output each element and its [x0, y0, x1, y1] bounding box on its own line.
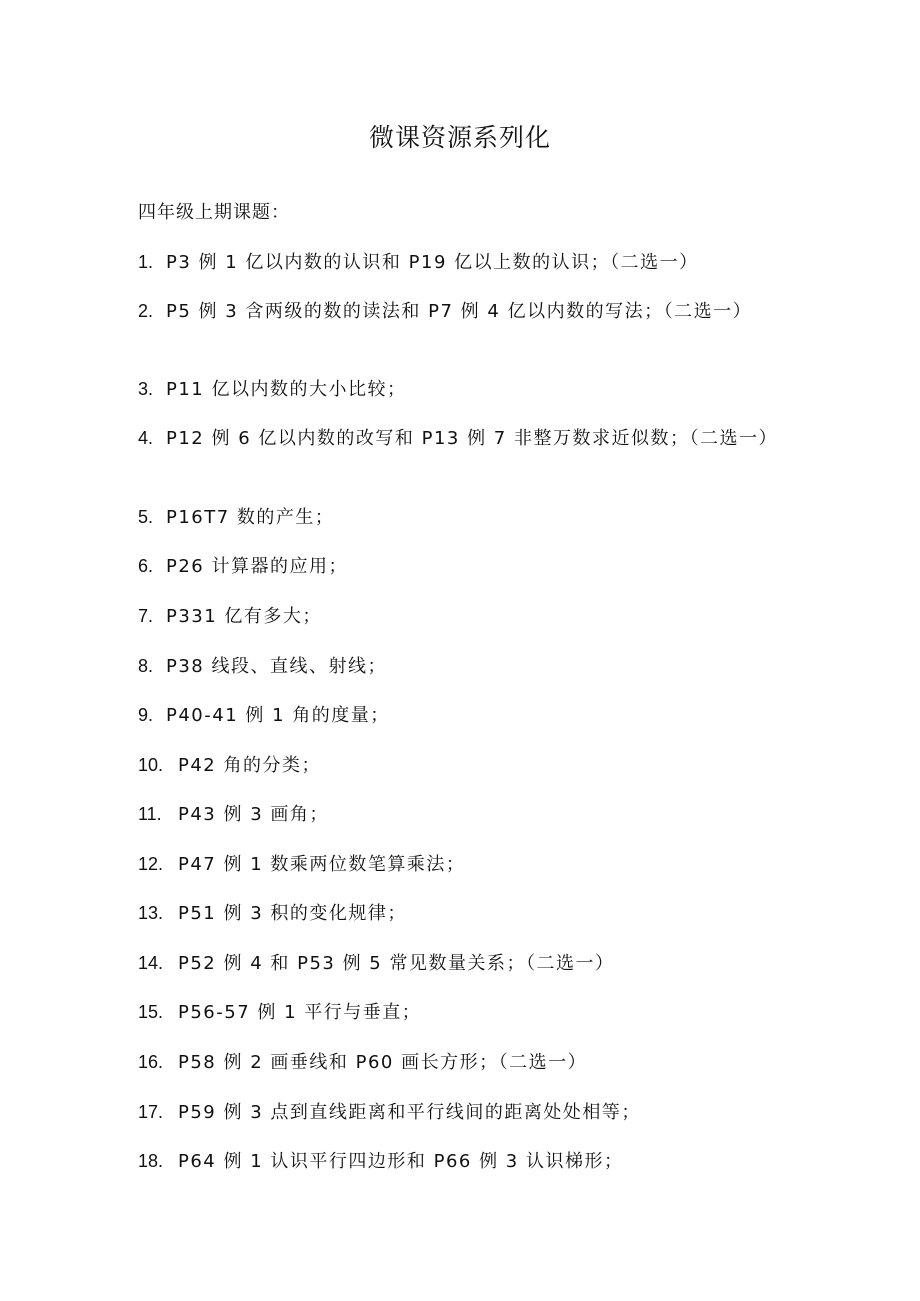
- item-number: 1.: [138, 252, 154, 272]
- item-text: P12 例 6 亿以内数的改写和 P13 例 7 非整万数求近似数；（二选一）: [166, 428, 778, 449]
- list-item: [138, 297, 778, 326]
- item-text: P47 例 1 数乘两位数笔算乘法；: [178, 854, 466, 875]
- item-text: P52 例 4 和 P53 例 5 常见数量关系；（二选一）: [178, 953, 615, 974]
- item-text: P58 例 2 画垂线和 P60 画长方形；（二选一）: [178, 1052, 588, 1073]
- list-item: [138, 800, 778, 829]
- list-item: [138, 552, 778, 581]
- item-number: 7.: [138, 606, 154, 626]
- item-number: 16.: [138, 1052, 164, 1072]
- list-item: [138, 602, 778, 631]
- item-number: 11.: [138, 804, 162, 824]
- list-item: [138, 375, 778, 404]
- item-text: P43 例 3 画角；: [178, 804, 329, 825]
- list-item: [138, 652, 778, 681]
- page-title: 微课资源系列化: [368, 123, 551, 152]
- item-number: 2.: [138, 301, 154, 321]
- item-text: P5 例 3 含两级的数的读法和 P7 例 4 亿以内数的写法；（二选一）: [166, 301, 753, 322]
- item-number: 14.: [138, 953, 164, 973]
- item-text: P3 例 1 亿以内数的认识和 P19 亿以上数的认识；（二选一）: [166, 252, 699, 273]
- list-item: [138, 248, 778, 277]
- item-number: 15.: [138, 1002, 164, 1022]
- item-number: 10.: [138, 755, 164, 775]
- item-text: P38 线段、直线、射线；: [166, 656, 387, 677]
- item-number: 3.: [138, 379, 154, 399]
- list-item: [138, 424, 778, 453]
- list-item: [138, 1048, 778, 1077]
- item-text: P40-41 例 1 角的度量；: [166, 705, 390, 726]
- item-number: 12.: [138, 854, 164, 874]
- item-text: P56-57 例 1 平行与垂直；: [178, 1002, 422, 1023]
- item-number: 13.: [138, 903, 164, 923]
- item-number: 4.: [138, 428, 154, 448]
- item-text: P26 计算器的应用；: [166, 556, 348, 577]
- item-number: 18.: [138, 1151, 164, 1171]
- item-number: 5.: [138, 507, 154, 527]
- item-text: P64 例 1 认识平行四边形和 P66 例 3 认识梯形；: [178, 1151, 624, 1172]
- item-number: 8.: [138, 656, 154, 676]
- item-number: 17.: [138, 1102, 164, 1122]
- item-text: P331 亿有多大；: [166, 606, 322, 627]
- list-item: [138, 850, 778, 879]
- list-item: [138, 751, 778, 780]
- item-text: P11 亿以内数的大小比较；: [166, 379, 407, 400]
- section-heading: 四年级上期课题：: [138, 202, 290, 223]
- item-text: P51 例 3 积的变化规律；: [178, 903, 407, 924]
- list-item: [138, 899, 778, 928]
- item-text: P59 例 3 点到直线距离和平行线间的距离处处相等；: [178, 1102, 641, 1123]
- list-item: [138, 503, 778, 532]
- list-item: [138, 949, 778, 978]
- item-number: 6.: [138, 556, 154, 576]
- list-item: [138, 1098, 778, 1127]
- item-text: P42 角的分类；: [178, 755, 321, 776]
- item-text: P16T7 数的产生；: [166, 507, 335, 528]
- item-number: 9.: [138, 705, 154, 725]
- list-item: [138, 1147, 778, 1176]
- list-item: [138, 998, 778, 1027]
- list-item: [138, 701, 778, 730]
